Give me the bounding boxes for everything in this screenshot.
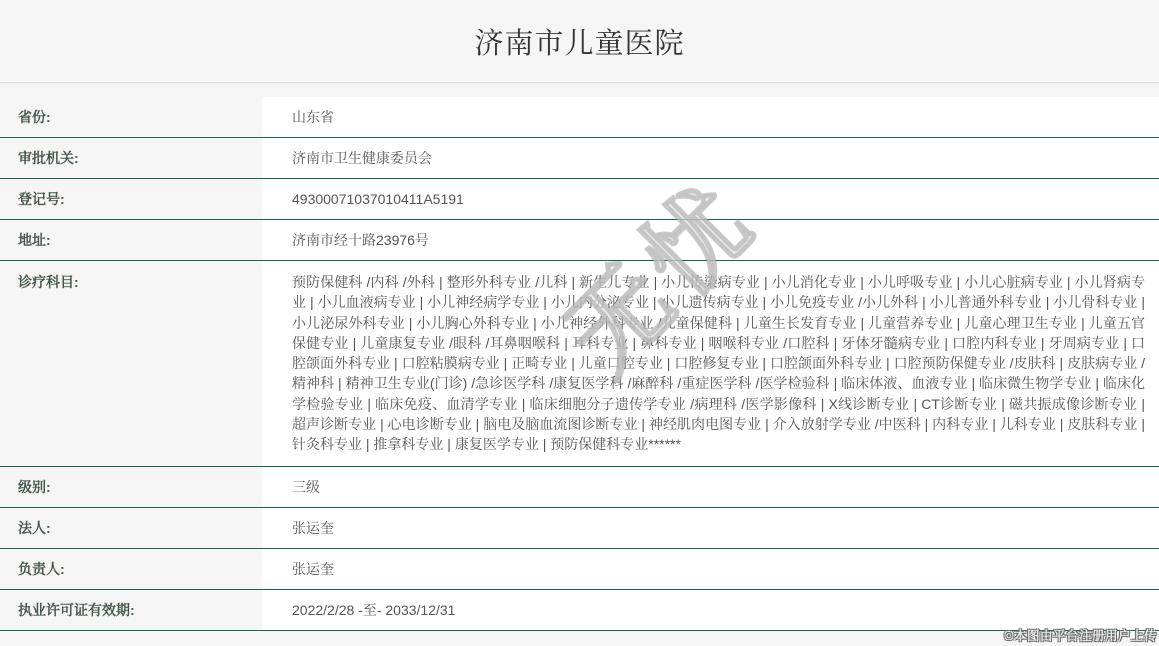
info-row-license-validity [0,590,1159,631]
row-value: 山东省 [262,97,1159,137]
row-value: 2022/2/28 -至- 2033/12/31 [262,590,1159,630]
row-label: 法人: [0,508,262,548]
row-label: 级别: [0,467,262,507]
row-value: 49300071037010411A5191 [262,179,1159,219]
hospital-info-table [0,97,1159,631]
diagonal-watermark-text: 无忧 [545,162,778,395]
row-value: 三级 [262,467,1159,507]
info-row-person-in-charge [0,549,1159,590]
row-value: 济南市卫生健康委员会 [262,138,1159,178]
row-label: 地址: [0,220,262,260]
info-row-province [0,97,1159,138]
row-label: 负责人: [0,549,262,589]
row-label: 省份: [0,97,262,137]
info-row-level [0,467,1159,508]
info-row-approval-authority [0,138,1159,179]
row-value: 张运奎 [262,549,1159,589]
row-label: 执业许可证有效期: [0,590,262,630]
row-value: 预防保健科 /内科 /外科 | 整形外科专业 /儿科 | 新生儿专业 | 小儿传染病专业 | 小儿消化专业 | 小儿呼吸专业 | 小儿心脏病专业 | 小儿肾病专业 | 小儿血液病专业 | 小儿神经病学专业 | 小儿内分泌专业 | 小儿遗传病专业 | 小儿免疫专业 /小儿外科 | 小儿普通外科专业 | 小儿骨科专业 | 小儿泌尿外科专业 | 小儿胸心外科专业 | 小儿神经外科专业 /儿童保健科 | 儿童生长发育专业 | 儿童营养专业 | 儿童心理卫生专业 | 儿童五官保健专业 | 儿童康复专业 /眼科 /耳鼻咽喉科 | 耳科专业 | 鼻科专业 | 咽喉科专业 /口腔科 | 牙体牙髓病专业 | 口腔内科专业 | 牙周病专业 | 口腔颌面外科专业 | 口腔粘膜病专业 | 正畸专业 | 儿童口腔专业 | 口腔修复专业 | 口腔颌面外科专业 | 口腔预防保健专业 /皮肤科 | 皮肤病专业 /精神科 | 精神卫生专业(门诊) /急诊医学科 /康复医学科 /麻醉科 /重症医学科 /医学检验科 | 临床体液、血液专业 | 临床微生物学专业 | 临床化学检验专业 | 临床免疫、血清学专业 | 临床细胞分子遗传学专业 /病理科 /医学影像科 | X线诊断专业 | CT诊断专业 | 磁共振成像诊断专业 | 超声诊断专业 | 心电诊断专业 | 脑电及脑血流图诊断专业 | 神经肌肉电图专业 | 介入放射学专业 /中医科 | 内科专业 | 儿科专业 | 皮肤科专业 | 针灸科专业 | 推拿科专业 | 康复医学专业 | 预防保健科专业****** [262,261,1159,466]
info-row-registration-number [0,179,1159,220]
row-label: 诊疗科目: [0,261,262,466]
row-label: 审批机关: [0,138,262,178]
hospital-name-title: 济南市儿童医院 [474,27,685,60]
info-row-address [0,220,1159,261]
page-header [0,0,1159,83]
info-row-legal-person [0,508,1159,549]
row-value: 张运奎 [262,508,1159,548]
row-label: 登记号: [0,179,262,219]
row-value: 济南市经十路23976号 [262,220,1159,260]
info-row-medical-departments [0,261,1159,467]
copyright-watermark: ©本图由平台注册用户上传 [1004,629,1157,643]
